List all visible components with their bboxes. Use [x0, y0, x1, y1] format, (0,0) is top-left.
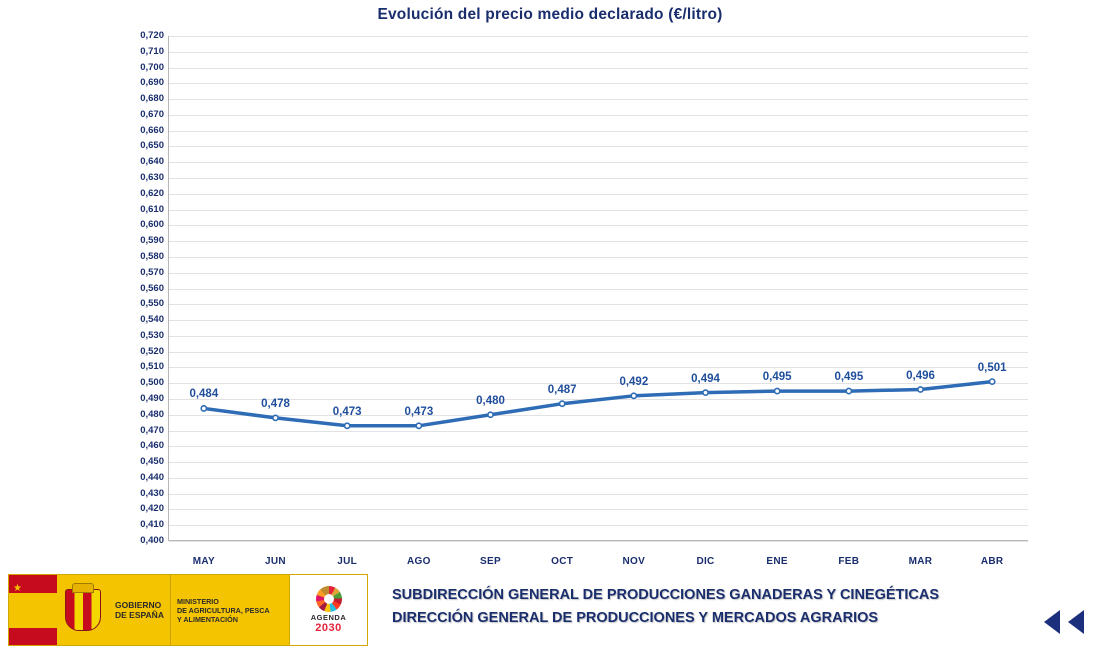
agenda-2030-logo — [289, 575, 367, 645]
y-axis-tick-label: 0,620 — [140, 187, 164, 199]
y-axis-tick-label: 0,530 — [140, 329, 164, 341]
y-axis-tick-label: 0,450 — [140, 456, 164, 468]
eu-stars-icon: ★ ★ ★ — [13, 583, 22, 618]
y-axis-tick-label: 0,510 — [140, 361, 164, 373]
y-axis-tick-label: 0,460 — [140, 440, 164, 452]
spain-flag-icon — [9, 575, 57, 645]
y-axis-tick-label: 0,500 — [140, 377, 164, 389]
ministerio-line3: Y ALIMENTACIÓN — [176, 614, 238, 624]
government-logo — [8, 574, 368, 646]
first-slide-button[interactable] — [1068, 610, 1084, 634]
sdg-wheel-icon — [316, 586, 342, 612]
y-axis-tick-label: 0,630 — [140, 172, 164, 184]
agenda-label: AGENDA — [310, 613, 347, 622]
y-axis-tick-label: 0,490 — [140, 392, 164, 404]
coat-of-arms-icon — [57, 575, 109, 645]
x-axis-tick-label: AGO — [406, 556, 431, 567]
y-axis-tick-label: 0,440 — [140, 471, 164, 483]
footer-line-1: SUBDIRECCIÓN GENERAL DE PRODUCCIONES GANADERAS Y CINEGÉTICAS — [392, 587, 940, 603]
y-axis-tick-label: 0,480 — [140, 408, 164, 420]
y-axis-tick-label: 0,410 — [140, 519, 164, 531]
data-point-label: 0,473 — [332, 405, 362, 418]
y-axis-tick-label: 0,520 — [140, 345, 164, 357]
previous-slide-button[interactable] — [1044, 610, 1060, 634]
data-point-label: 0,484 — [189, 388, 219, 401]
x-axis-tick-label: SEP — [480, 556, 501, 567]
y-axis-tick-label: 0,650 — [140, 140, 164, 152]
x-axis-tick-label: JUN — [265, 556, 286, 567]
data-point-label: 0,494 — [691, 372, 720, 385]
gobierno-line1: GOBIERNO — [115, 600, 162, 610]
y-axis-tick-label: 0,560 — [140, 282, 164, 294]
footer-department-text — [392, 584, 939, 630]
data-point-label: 0,492 — [619, 375, 649, 388]
y-axis-tick-label: 0,660 — [140, 124, 164, 136]
y-axis-tick-label: 0,580 — [140, 250, 164, 262]
x-axis-tick-label: NOV — [622, 556, 646, 567]
y-axis-tick-label: 0,670 — [140, 108, 164, 120]
y-axis-tick-label: 0,710 — [140, 45, 164, 57]
x-axis-labels — [168, 36, 1028, 576]
y-axis-tick-label: 0,590 — [140, 235, 164, 247]
x-axis-tick-label: ENE — [766, 556, 788, 567]
data-point-label: 0,495 — [762, 371, 792, 384]
x-axis-tick-label: OCT — [551, 556, 574, 567]
footer-line-2: DIRECCIÓN GENERAL DE PRODUCCIONES Y MERCADOS AGRARIOS — [392, 610, 879, 626]
agenda-year: 2030 — [315, 622, 342, 634]
data-point-label: 0,496 — [906, 369, 935, 382]
data-point-label: 0,473 — [404, 405, 434, 418]
y-axis-tick-label: 0,470 — [140, 424, 164, 436]
data-point-label: 0,487 — [547, 383, 577, 396]
chart-container — [0, 28, 1100, 567]
y-axis-tick-label: 0,430 — [140, 487, 164, 499]
y-axis-tick-label: 0,690 — [140, 77, 164, 89]
y-axis-tick-label: 0,400 — [140, 535, 164, 546]
page-title: Evolución del precio medio declarado (€/litro) — [377, 6, 723, 23]
y-axis-labels — [120, 30, 164, 546]
y-axis-tick-label: 0,700 — [140, 61, 164, 73]
y-axis-tick-label: 0,540 — [140, 314, 164, 326]
y-axis-tick-label: 0,640 — [140, 156, 164, 168]
x-axis-tick-label: MAR — [908, 556, 933, 567]
data-point-label: 0,501 — [977, 361, 1007, 374]
x-axis-tick-label: FEB — [838, 556, 860, 567]
data-point-label: 0,480 — [476, 394, 505, 407]
ministerio-line2: DE AGRICULTURA, PESCA — [176, 605, 270, 615]
x-axis-tick-label: ABR — [980, 556, 1004, 567]
data-point-label: 0,478 — [261, 397, 290, 410]
y-axis-tick-label: 0,680 — [140, 93, 164, 105]
x-axis-tick-label: MAY — [192, 556, 215, 567]
y-axis-tick-label: 0,550 — [140, 298, 164, 310]
ministerio-label — [171, 575, 289, 645]
y-axis-tick-label: 0,570 — [140, 266, 164, 278]
y-axis-tick-label: 0,720 — [140, 30, 164, 41]
ministerio-line1: MINISTERIO — [176, 596, 219, 606]
x-axis-tick-label: DIC — [696, 556, 715, 567]
gobierno-label — [109, 575, 171, 645]
x-axis-tick-label: JUL — [337, 556, 358, 567]
data-point-label: 0,495 — [834, 371, 864, 384]
y-axis-tick-label: 0,600 — [140, 219, 164, 231]
gobierno-line2: DE ESPAÑA — [115, 610, 164, 620]
y-axis-tick-label: 0,610 — [140, 203, 164, 215]
footer — [0, 570, 1100, 650]
y-axis-tick-label: 0,420 — [140, 503, 164, 515]
